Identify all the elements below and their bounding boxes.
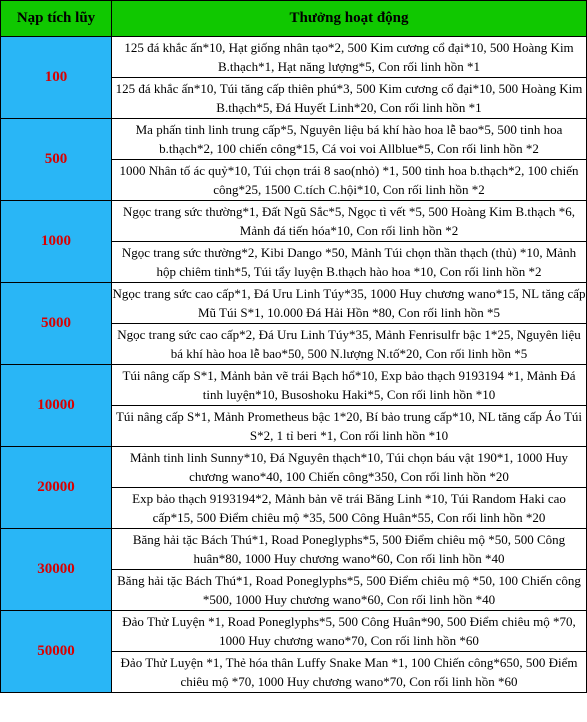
tier-amount: 30000	[1, 529, 112, 611]
reward-cell: Ngọc trang sức thường*2, Kibi Dango *50, Mảnh Túi chọn thần thạch (thủ) *10, Mảnh hộp chiêm tinh*5, Túi tẩy luyện B.thạch hào hoa *10, Con rối linh hồn *2	[112, 242, 587, 283]
tier-amount: 100	[1, 37, 112, 119]
reward-cell: Túi nâng cấp S*1, Mảnh Prometheus bậc 1*20, Bí bảo trung cấp*10, NL tăng cấp Áo Túi S*2, 1 tỉ beri *1, Con rối linh hồn *10	[112, 406, 587, 447]
table-row	[1, 201, 587, 242]
header-cumulative-topup: Nạp tích lũy	[1, 1, 112, 37]
reward-cell: Ngọc trang sức cao cấp*1, Đá Uru Linh Túy*35, 1000 Huy chương wano*15, NL tăng cấp Mũ Túi S*1, 10.000 Đá Hải Hồn *80, Con rối linh hồn *5	[112, 283, 587, 324]
header-activity-reward: Thưởng hoạt động	[112, 1, 587, 37]
tier-amount: 10000	[1, 365, 112, 447]
tier-amount: 5000	[1, 283, 112, 365]
reward-cell: 1000 Nhân tố ác quỷ*10, Túi chọn trái 8 sao(nhỏ) *1, 500 tinh hoa b.thạch*2, 100 chiến công*25, 1500 C.tích C.hội*10, Con rối linh hồn *2	[112, 160, 587, 201]
tier-amount: 500	[1, 119, 112, 201]
reward-cell: Ngọc trang sức thường*1, Đất Ngũ Sắc*5, Ngọc tì vết *5, 500 Hoàng Kim B.thạch *6, Mảnh đá tiến hóa*10, Con rối linh hồn *2	[112, 201, 587, 242]
tier-amount: 50000	[1, 611, 112, 693]
tier-amount: 20000	[1, 447, 112, 529]
table-row	[1, 447, 587, 488]
table-row	[1, 37, 587, 78]
reward-cell: Băng hải tặc Bách Thú*1, Road Poneglyphs*5, 500 Điểm chiêu mộ *50, 500 Công huân*80, 1000 Huy chương wano*60, Con rối linh hồn *40	[112, 529, 587, 570]
reward-cell: Mảnh tinh linh Sunny*10, Đá Nguyên thạch*10, Túi chọn báu vật 190*1, 1000 Huy chương wano*40, 100 Chiến công*350, Con rối linh hồn *20	[112, 447, 587, 488]
tier-amount: 1000	[1, 201, 112, 283]
reward-cell: Băng hải tặc Bách Thú*1, Road Poneglyphs*5, 500 Điểm chiêu mộ *50, 100 Chiến công *500, 1000 Huy chương wano*60, Con rối linh hồn *40	[112, 570, 587, 611]
table-row	[1, 283, 587, 324]
table-row	[1, 119, 587, 160]
reward-cell: Exp bảo thạch 9193194*2, Mảnh bản vẽ trái Băng Linh *10, Túi Random Haki cao cấp*15, 500 Điểm chiêu mộ *35, 500 Công Huân*55, Con rối linh hồn *20	[112, 488, 587, 529]
reward-cell: Túi nâng cấp S*1, Mảnh bản vẽ trái Bạch hổ*10, Exp bảo thạch 9193194 *1, Mảnh Đá tinh luyện*10, Busoshoku Haki*5, Con rối linh hồn *10	[112, 365, 587, 406]
table-row	[1, 611, 587, 652]
reward-cell: Đảo Thử Luyện *1, Thẻ hóa thân Luffy Snake Man *1, 100 Chiến công*650, 500 Điểm chiêu mộ *70, 1000 Huy chương wano*70, Con rối linh hồn *60	[112, 652, 587, 693]
header-row	[1, 1, 587, 37]
table-row	[1, 365, 587, 406]
reward-cell: Đảo Thử Luyện *1, Road Poneglyphs*5, 500 Công Huân*90, 500 Điểm chiêu mộ *70, 1000 Huy chương wano*70, Con rối linh hồn *60	[112, 611, 587, 652]
table-row	[1, 529, 587, 570]
reward-cell: 125 đá khắc ấn*10, Hạt giống nhân tạo*2, 500 Kim cương cổ đại*10, 500 Hoàng Kim B.thạch*1, Hạt năng lượng*5, Con rối linh hồn *1	[112, 37, 587, 78]
reward-cell: Ma phấn tinh linh trung cấp*5, Nguyên liệu bá khí hào hoa lễ bao*5, 500 tinh hoa b.thạch*2, 100 chiến công*15, Cá voi voi Allblue*5, Con rối linh hồn *2	[112, 119, 587, 160]
reward-cell: 125 đá khắc ấn*10, Túi tăng cấp thiên phú*3, 500 Kim cương cổ đại*10, 500 Hoàng Kim B.thạch*5, Đá Huyết Linh*20, Con rối linh hồn *1	[112, 78, 587, 119]
reward-cell: Ngọc trang sức cao cấp*2, Đá Uru Linh Túy*35, Mảnh Fenrisulfr bậc 1*25, Nguyên liệu bá khí hào hoa lễ bao*50, 500 N.lượng N.tố*20, Con rối linh hồn *5	[112, 324, 587, 365]
